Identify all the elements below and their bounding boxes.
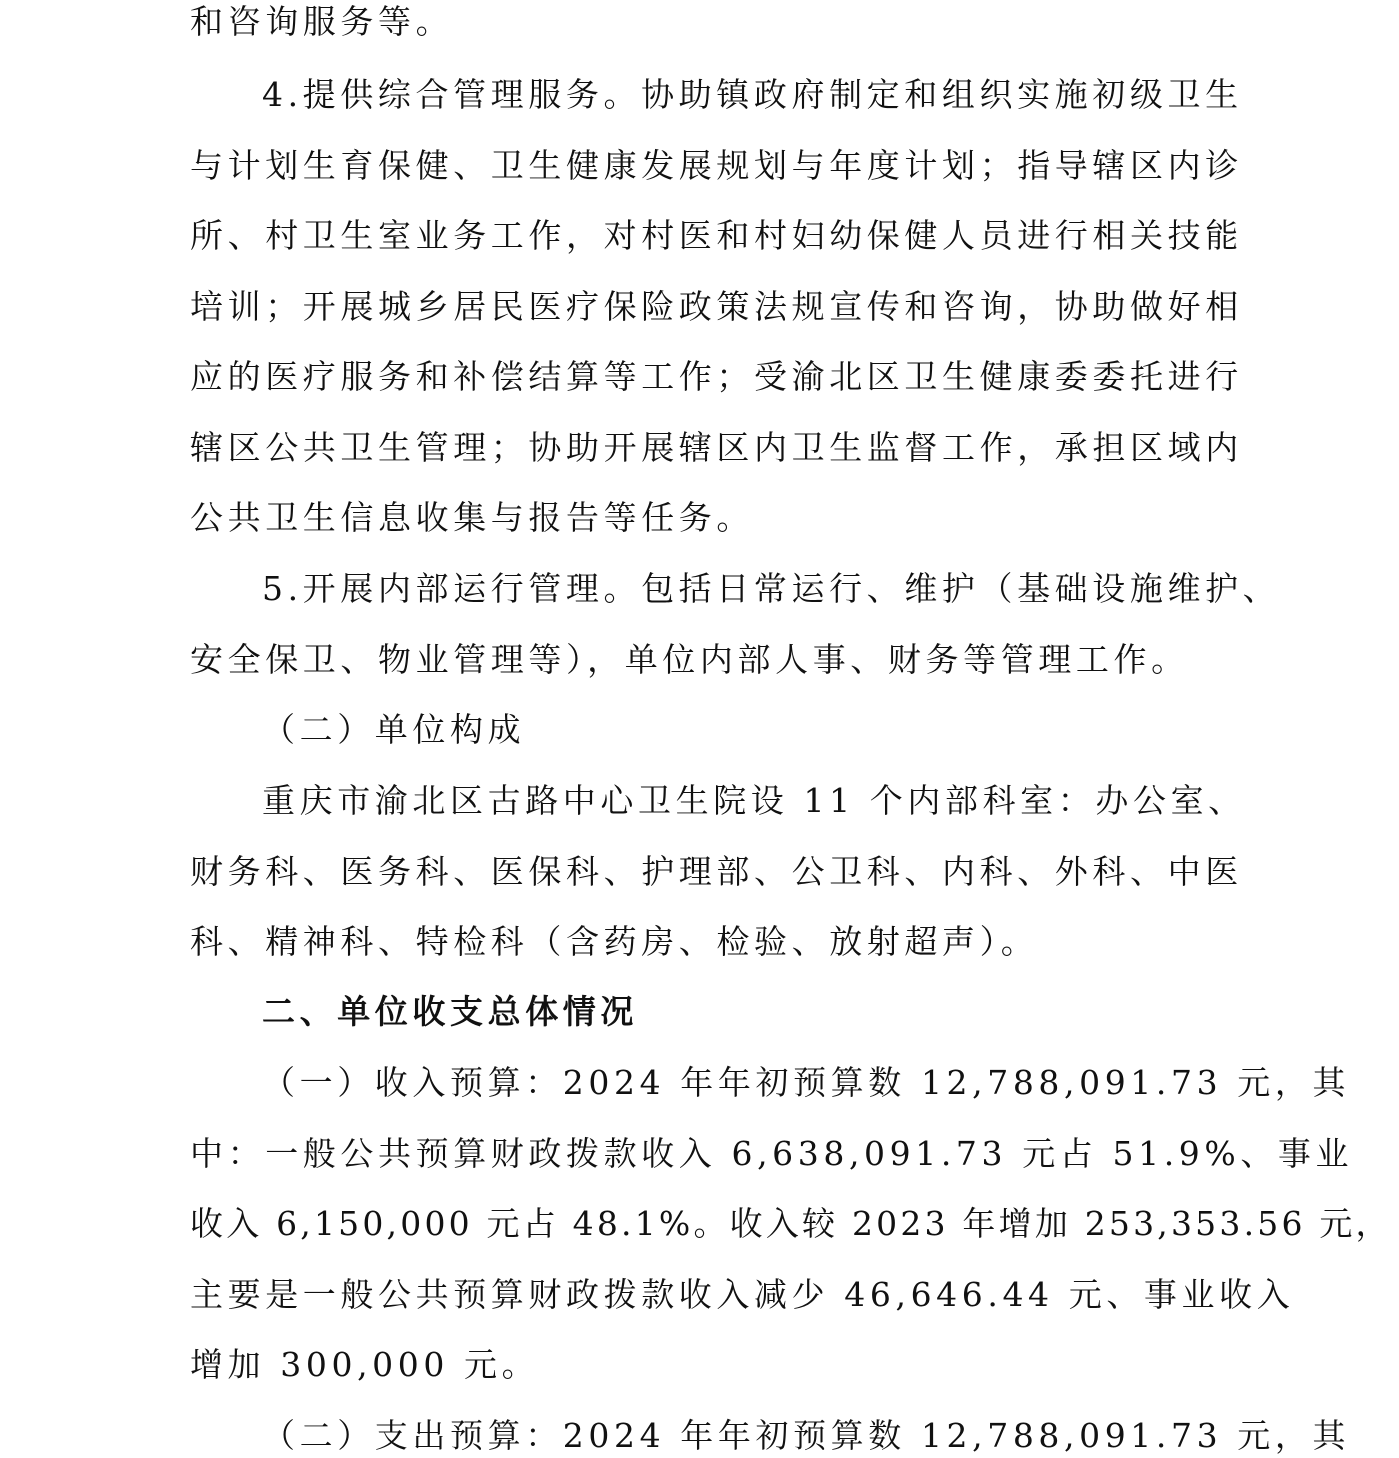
text-line: 与计划生育保健、卫生健康发展规划与年度计划；指导辖区内诊: [190, 146, 1243, 185]
text-line: 重庆市渝北区古路中心卫生院设 11 个内部科室：办公室、: [262, 781, 1246, 820]
text-line: 财务科、医务科、医保科、护理部、公卫科、内科、外科、中医: [190, 852, 1243, 891]
text-line: （一）收入预算：2024 年年初预算数 12,788,091.73 元，其: [262, 1063, 1351, 1102]
text-line: 所、村卫生室业务工作，对村医和村妇幼保健人员进行相关技能: [190, 216, 1243, 255]
section-heading: （二）单位构成: [262, 710, 526, 749]
text-line: 公共卫生信息收集与报告等任务。: [190, 498, 754, 537]
text-line: 收入 6,150,000 元占 48.1%。收入较 2023 年增加 253,353.56 元，: [190, 1204, 1392, 1243]
text-line: 5.开展内部运行管理。包括日常运行、维护（基础设施维护、: [262, 569, 1281, 608]
text-line: 主要是一般公共预算财政拨款收入减少 46,646.44 元、事业收入: [190, 1275, 1295, 1314]
text-line: 辖区公共卫生管理；协助开展辖区内卫生监督工作，承担区域内: [190, 428, 1243, 467]
text-line: 安全保卫、物业管理等），单位内部人事、财务等管理工作。: [190, 640, 1189, 679]
text-line: 科、精神科、特检科（含药房、检验、放射超声）。: [190, 922, 1039, 961]
text-line: （二）支出预算：2024 年年初预算数 12,788,091.73 元，其: [262, 1416, 1351, 1455]
text-line: 和咨询服务等。: [190, 2, 454, 41]
text-line: 中：一般公共预算财政拨款收入 6,638,091.73 元占 51.9%、事业: [190, 1134, 1354, 1173]
text-line: 增加 300,000 元。: [190, 1345, 540, 1384]
text-line: 应的医疗服务和补偿结算等工作；受渝北区卫生健康委委托进行: [190, 357, 1243, 396]
text-line: 4.提供综合管理服务。协助镇政府制定和组织实施初级卫生: [262, 75, 1243, 114]
text-line: 培训；开展城乡居民医疗保险政策法规宣传和咨询，协助做好相: [190, 287, 1243, 326]
chapter-heading: 二、单位收支总体情况: [262, 992, 638, 1031]
